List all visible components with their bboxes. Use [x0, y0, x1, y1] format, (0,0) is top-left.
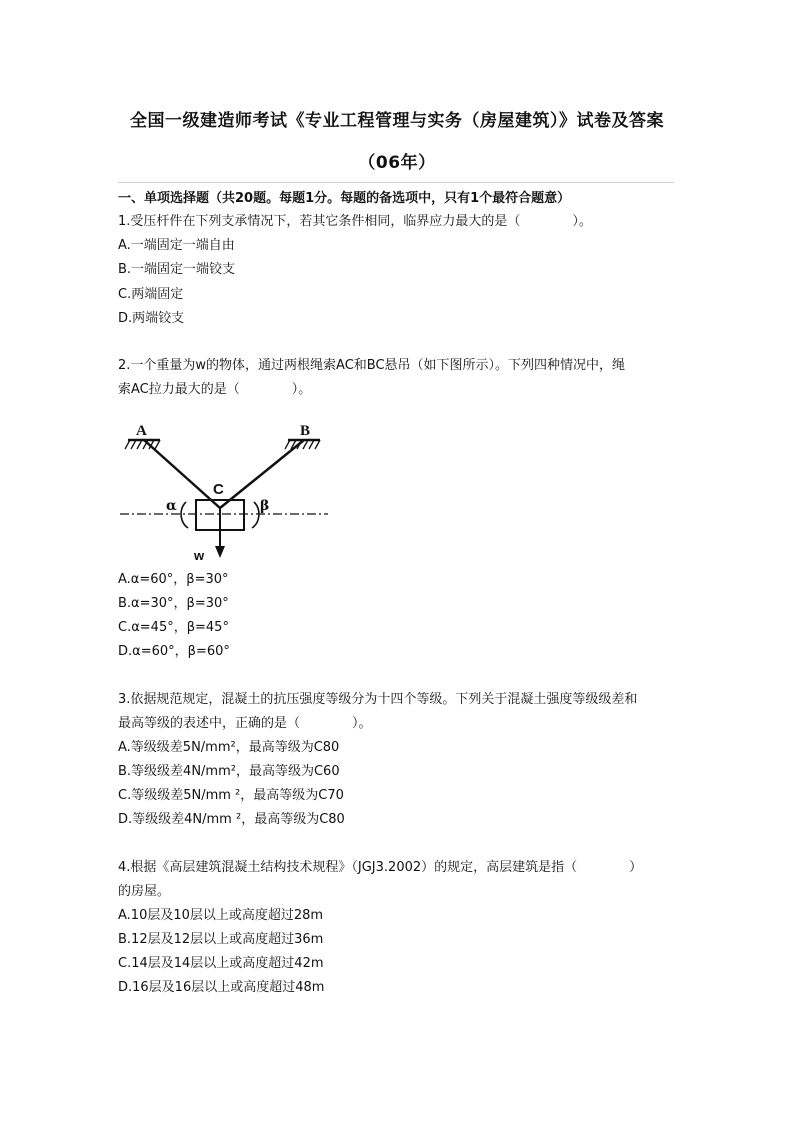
- question-2-option-a: A.α=60°，β=30°: [118, 572, 229, 587]
- question-3-option-b: B.等级级差4N/mm²，最高等级为C60: [118, 764, 340, 779]
- question-3-option-c: C.等级级差5N/mm ²，最高等级为C70: [118, 788, 344, 803]
- label-w: w: [194, 548, 205, 563]
- question-1-option-b: B.一端固定一端铰支: [118, 262, 236, 277]
- label-b: B: [300, 423, 311, 439]
- question-3-stem-line-1: 3.依据规范规定，混凝土的抗压强度等级分为十四个等级。下列关于混凝土强度等级级差和: [118, 692, 638, 707]
- question-1-stem: 1.受压杆件在下列支承情况下，若其它条件相同，临界应力最大的是（ ）。: [118, 214, 592, 229]
- question-3-option-d: D.等级级差4N/mm ²，最高等级为C80: [118, 812, 345, 827]
- title-divider: [118, 182, 674, 183]
- label-a: A: [136, 423, 147, 439]
- label-alpha: α: [166, 498, 177, 514]
- question-2-option-c: C.α=45°，β=45°: [118, 620, 229, 635]
- question-4-stem-line-1: 4.根据《高层建筑混凝土结构技术规程》（JGJ3.2002）的规定，高层建筑是指（ ）: [118, 860, 643, 875]
- question-1-option-a: A.一端固定一端自由: [118, 238, 235, 253]
- question-3-option-a: A.等级级差5N/mm²，最高等级为C80: [118, 740, 340, 755]
- support-a-hatching: [125, 440, 160, 449]
- rope-suspension-diagram: [118, 418, 333, 568]
- question-3-stem-line-2: 最高等级的表述中，正确的是（ ）。: [118, 716, 372, 731]
- beta-arc: [252, 502, 259, 528]
- question-4-stem-line-2: 的房屋。: [118, 884, 171, 899]
- question-4-option-a: A.10层及10层以上或高度超过28m: [118, 908, 324, 923]
- question-2-stem-line-1: 2.一个重量为w的物体，通过两根绳索AC和BC悬吊（如下图所示）。下列四种情况中，绳: [118, 358, 626, 373]
- rope-ac: [144, 440, 220, 508]
- weight-arrowhead: [215, 546, 225, 558]
- question-1-option-d: D.两端铰支: [118, 311, 185, 326]
- question-2-stem-line-2: 索AC拉力最大的是（ ）。: [118, 382, 312, 397]
- question-4-option-d: D.16层及16层以上或高度超过48m: [118, 980, 325, 995]
- label-beta: β: [260, 498, 270, 514]
- document-title: 全国一级建造师考试《专业工程管理与实务（房屋建筑）》试卷及答案: [130, 111, 664, 131]
- document-subtitle: （06年）: [358, 153, 436, 173]
- section-heading: 一、单项选择题（共20题。每题1分。每题的备选项中，只有1个最符合题意）: [118, 191, 571, 206]
- label-c: C: [213, 481, 224, 498]
- question-2-option-d: D.α=60°，β=60°: [118, 644, 230, 659]
- question-2-option-b: B.α=30°，β=30°: [118, 596, 229, 611]
- alpha-arc: [181, 502, 188, 528]
- question-4-option-c: C.14层及14层以上或高度超过42m: [118, 956, 324, 971]
- question-1-option-c: C.两端固定: [118, 287, 184, 302]
- question-4-option-b: B.12层及12层以上或高度超过36m: [118, 932, 324, 947]
